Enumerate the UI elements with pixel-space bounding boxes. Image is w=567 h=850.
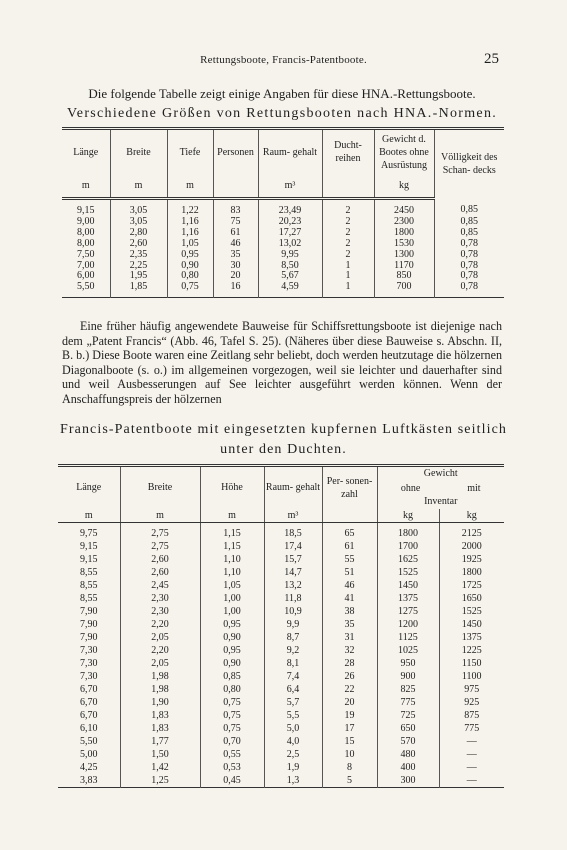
table-cell: 5,5 (264, 709, 322, 722)
table-cell: 1530 (374, 239, 434, 250)
table-cell: 1300 (374, 250, 434, 261)
table-row (58, 683, 504, 696)
table-cell: 20 (322, 696, 377, 709)
table-cell: 0,90 (200, 657, 264, 670)
table-cell: 1,85 (110, 282, 167, 297)
col-header-raumgehalt: Raum- gehalt (258, 129, 322, 175)
table-cell: 83 (213, 199, 258, 217)
table1-title: Verschiedene Größen von Rettungsbooten nach HNA.-Normen. (66, 106, 498, 121)
table-cell: 1,25 (120, 774, 200, 788)
table-cell: 30 (213, 261, 258, 272)
table-cell: 1375 (377, 592, 439, 605)
table-cell: 3,83 (80, 775, 98, 786)
table2-title-line2: unter den Duchten. (220, 442, 347, 457)
table-cell: 1650 (439, 592, 504, 605)
table-cell: 0,95 (167, 250, 213, 261)
unit-breite: m (110, 175, 167, 199)
table-cell: 2 (322, 228, 374, 239)
table-cell: 8,00 (77, 237, 95, 249)
table-cell: 2,75 (120, 540, 200, 553)
table-cell: 3,05 (110, 199, 167, 217)
table-cell: 28 (322, 657, 377, 670)
table-cell: 20,23 (258, 217, 322, 228)
table-cell: 8,55 (80, 580, 98, 591)
table-cell: 10,9 (264, 605, 322, 618)
table-cell: 75 (213, 217, 258, 228)
table-cell: 14,7 (264, 566, 322, 579)
table-cell: 8,00 (77, 226, 95, 238)
table-cell: 5,50 (80, 736, 98, 747)
table-cell: 23,49 (258, 199, 322, 217)
table-cell: 0,53 (200, 761, 264, 774)
table-cell: 1800 (374, 228, 434, 239)
table-cell: 4,0 (264, 735, 322, 748)
table-cell: 9,15 (80, 554, 98, 565)
table-row (58, 592, 504, 605)
table-cell: 61 (213, 228, 258, 239)
table-cell: 1,10 (200, 566, 264, 579)
table-cell: 38 (322, 605, 377, 618)
table-row (58, 605, 504, 618)
body-paragraph (62, 319, 502, 407)
table-row (58, 631, 504, 644)
table-row (62, 250, 504, 261)
table-cell: 5 (322, 774, 377, 788)
table-cell: 0,95 (200, 644, 264, 657)
table-cell: 5,7 (264, 696, 322, 709)
table2-title (46, 420, 521, 460)
col-header-raumgehalt: Raum- gehalt (264, 466, 322, 509)
table-cell: 2 (322, 199, 374, 217)
table-cell: 1 (322, 261, 374, 272)
table-cell: 18,5 (264, 523, 322, 541)
table-cell: 7,4 (264, 670, 322, 683)
table-cell: 35 (322, 618, 377, 631)
table-cell: 2,20 (120, 644, 200, 657)
table-cell: 1525 (377, 566, 439, 579)
col-header-ohne: ohne (400, 482, 421, 494)
table-cell: 1100 (439, 670, 504, 683)
unit-raumgehalt: m³ (258, 175, 322, 199)
table-cell: 1170 (374, 261, 434, 272)
table-cell: 0,90 (167, 261, 213, 272)
table-cell: 1125 (377, 631, 439, 644)
table-cell: 1,00 (200, 605, 264, 618)
running-title: Rettungsboote, Francis-Patentboote. (200, 54, 367, 66)
table-cell: 7,30 (80, 671, 98, 682)
table-row (58, 696, 504, 709)
table-cell: 0,55 (200, 748, 264, 761)
table-cell: 775 (377, 696, 439, 709)
table-cell: 7,90 (80, 632, 98, 643)
table-cell: 1,16 (167, 228, 213, 239)
table-cell: 1450 (377, 579, 439, 592)
table-row (58, 735, 504, 748)
table-cell: 1,9 (264, 761, 322, 774)
table-cell: 41 (322, 592, 377, 605)
table-cell: 2,35 (110, 250, 167, 261)
table1-body (62, 199, 504, 298)
table-cell: 5,50 (77, 281, 95, 293)
table-cell: 1,95 (110, 271, 167, 282)
table-cell: 2,60 (120, 553, 200, 566)
table2-title-line1: Francis-Patentboote mit eingesetzten kupfernen Luftkästen seitlich (60, 422, 507, 437)
table-cell: 17 (322, 722, 377, 735)
table-cell: 950 (377, 657, 439, 670)
table-cell: 1375 (439, 631, 504, 644)
table-cell: 0,80 (200, 683, 264, 696)
table-cell: 2,80 (110, 228, 167, 239)
table-cell: 1,83 (120, 722, 200, 735)
table-cell: 5,67 (258, 271, 322, 282)
table-cell: 7,30 (80, 645, 98, 656)
table-row (58, 670, 504, 683)
table-cell: 0,85 (200, 670, 264, 683)
table-cell: 1,50 (120, 748, 200, 761)
table-row (58, 553, 504, 566)
unit-kg-ohne: kg (377, 509, 439, 523)
table-cell: 1,98 (120, 670, 200, 683)
table-cell: 825 (377, 683, 439, 696)
table-cell: 925 (439, 696, 504, 709)
col-header-gewicht: Gewicht d. Bootes ohne Ausrüstung (374, 129, 434, 175)
table-cell: 0,90 (200, 631, 264, 644)
table-cell: 11,8 (264, 592, 322, 605)
table-cell: 1,05 (200, 579, 264, 592)
table-cell: 1,10 (200, 553, 264, 566)
table-cell: 8,1 (264, 657, 322, 670)
table-cell: — (439, 735, 504, 748)
table-cell: 15 (322, 735, 377, 748)
table-cell: 1275 (377, 605, 439, 618)
page-number: 25 (484, 51, 499, 67)
table-cell: 55 (322, 553, 377, 566)
table-cell: 13,02 (258, 239, 322, 250)
table-cell: 1800 (377, 523, 439, 541)
table-cell: 13,2 (264, 579, 322, 592)
table-cell: 2,60 (110, 239, 167, 250)
table-cell: 1,77 (120, 735, 200, 748)
table-cell: 875 (439, 709, 504, 722)
table-cell: 0,45 (200, 774, 264, 788)
table-cell: 5,0 (264, 722, 322, 735)
table-cell: 3,05 (110, 217, 167, 228)
table-cell: 31 (322, 631, 377, 644)
col-header-laenge: Länge (76, 482, 102, 494)
table-cell: 8 (322, 761, 377, 774)
table-cell: 5,00 (80, 749, 98, 760)
table-row (58, 523, 504, 541)
table-cell: 1,22 (167, 199, 213, 217)
col-header-inventar: Inventar (424, 495, 458, 507)
table-row (62, 282, 504, 297)
unit-personen (213, 175, 258, 199)
table-cell: 2125 (439, 523, 504, 541)
table-cell: 9,15 (80, 541, 98, 552)
table-cell: 1725 (439, 579, 504, 592)
table-cell: 2,30 (120, 592, 200, 605)
table-cell: 9,15 (77, 205, 95, 216)
table-row (62, 199, 504, 217)
table-cell: — (439, 748, 504, 761)
table-cell: 2 (322, 217, 374, 228)
table-cell: 16 (213, 282, 258, 297)
table-cell: 0,75 (167, 282, 213, 297)
unit-laenge: m (62, 175, 110, 199)
table-cell: 6,70 (80, 684, 98, 695)
table-cell: 2,5 (264, 748, 322, 761)
table-cell: 8,55 (80, 567, 98, 578)
col-header-tiefe: Tiefe (167, 129, 213, 175)
table-cell: 480 (377, 748, 439, 761)
table-cell: 2 (322, 239, 374, 250)
table-row (58, 644, 504, 657)
table-cell: 775 (439, 722, 504, 735)
table-row (58, 761, 504, 774)
table-cell: 2,20 (120, 618, 200, 631)
col-header-voelligkeit: Völligkeit des Schan- decks (434, 129, 504, 199)
table-cell: 6,00 (77, 270, 95, 282)
table-cell: 2,05 (120, 631, 200, 644)
table-cell: 7,90 (80, 619, 98, 630)
col-header-personenzahl: Per- sonen- zahl (322, 466, 377, 509)
table-cell: — (439, 761, 504, 774)
table-cell: 7,90 (80, 606, 98, 617)
table-cell: 0,95 (200, 618, 264, 631)
col-header-mit: mit (467, 482, 481, 494)
table-cell: 9,95 (258, 250, 322, 261)
table-cell: 9,00 (77, 215, 95, 227)
table-cell: 2,45 (120, 579, 200, 592)
table-row (58, 657, 504, 670)
unit-hoehe: m (200, 509, 264, 523)
table-cell: 2,75 (120, 523, 200, 541)
table-cell: 46 (213, 239, 258, 250)
table-cell: 8,50 (258, 261, 322, 272)
table-cell: 1,3 (264, 774, 322, 788)
table-hna-sizes (62, 127, 504, 298)
table-cell: 61 (322, 540, 377, 553)
table-cell: 1200 (377, 618, 439, 631)
table-cell: 1,83 (120, 709, 200, 722)
table-cell: 650 (377, 722, 439, 735)
table-cell: — (439, 774, 504, 788)
unit-raumgehalt: m³ (264, 509, 322, 523)
table-cell: 1 (322, 271, 374, 282)
table-row (58, 709, 504, 722)
table-cell: 65 (322, 523, 377, 541)
table-cell: 0,78 (434, 271, 504, 282)
table-cell: 7,30 (80, 658, 98, 669)
col-header-inventar-group (377, 481, 504, 509)
table-cell: 2 (322, 250, 374, 261)
table-cell: 2,30 (120, 605, 200, 618)
table-row (58, 774, 504, 788)
table-cell: 1,98 (120, 683, 200, 696)
col-header-breite: Breite (120, 466, 200, 509)
col-header-hoehe: Höhe (200, 466, 264, 509)
table-row (58, 748, 504, 761)
table-cell: 17,4 (264, 540, 322, 553)
col-header-gewicht: Gewicht (377, 466, 504, 481)
table-cell: 1,05 (167, 239, 213, 250)
table-row (58, 540, 504, 553)
table-cell: 300 (377, 774, 439, 788)
table-cell: 9,2 (264, 644, 322, 657)
table-cell: 51 (322, 566, 377, 579)
col-header-breite: Breite (110, 129, 167, 175)
table-cell: 2,25 (110, 261, 167, 272)
col-header-duchtreihen: Ducht- reihen (322, 129, 374, 175)
table-cell: 0,78 (434, 282, 504, 297)
table-cell: 10 (322, 748, 377, 761)
table-cell: 725 (377, 709, 439, 722)
table-cell: 0,75 (200, 722, 264, 735)
table-cell: 570 (377, 735, 439, 748)
table-cell: 1525 (439, 605, 504, 618)
table-cell: 2450 (374, 199, 434, 217)
table-cell: 7,50 (77, 248, 95, 260)
table-cell: 1025 (377, 644, 439, 657)
unit-tiefe: m (167, 175, 213, 199)
table-cell: 1700 (377, 540, 439, 553)
unit-gewicht: kg (374, 175, 434, 199)
table-row (58, 618, 504, 631)
table-cell: 0,85 (434, 199, 504, 217)
table-cell: 8,7 (264, 631, 322, 644)
col-header-laenge: Länge (73, 146, 99, 158)
table-row (58, 579, 504, 592)
table-cell: 0,75 (200, 696, 264, 709)
table-cell: 1 (322, 282, 374, 297)
table-cell: 32 (322, 644, 377, 657)
table-cell: 6,4 (264, 683, 322, 696)
paragraph-text: Eine früher häufig angewendete Bauweise für Schiffsrettungsboote ist diejenige nach dem „Patent Francis“ (Abb. 46, Tafel S. 25). (Näheres über diese Bauweise s. Abschn. II, B. b.) Diese Boote waren eine Zeitlang sehr beliebt, doch werden heutzutage die hölzernen Diagonalboote (s. o.) im allgemeinen vorgezogen, weil sie leichter und dauerhafter sind und weil Ausbesserungen auf See leichter ausgeführt werden können. Wenn der Anschaffungspreis der hölzernen (62, 319, 502, 406)
table-cell: 8,55 (80, 593, 98, 604)
table-cell: 6,70 (80, 710, 98, 721)
table-cell: 900 (377, 670, 439, 683)
unit-breite: m (120, 509, 200, 523)
table-cell: 26 (322, 670, 377, 683)
table-francis-patentboote (58, 464, 504, 788)
table-row (58, 722, 504, 735)
table-cell: 1,42 (120, 761, 200, 774)
table-cell: 975 (439, 683, 504, 696)
table-cell: 1800 (439, 566, 504, 579)
table-cell: 2000 (439, 540, 504, 553)
intro-text: Die folgende Tabelle zeigt einige Angaben für diese HNA.-Rettungsboote. (88, 86, 476, 101)
table-cell: 4,25 (80, 762, 98, 773)
table-cell: 1,15 (200, 523, 264, 541)
table-cell: 4,59 (258, 282, 322, 297)
table-cell: 0,78 (434, 261, 504, 272)
table-cell: 1450 (439, 618, 504, 631)
table-cell: 1925 (439, 553, 504, 566)
table-cell: 0,85 (434, 217, 504, 228)
table-cell: 0,70 (200, 735, 264, 748)
table-cell: 0,78 (434, 250, 504, 261)
table2-body (58, 523, 504, 788)
table-cell: 1,15 (200, 540, 264, 553)
table-cell: 0,75 (200, 709, 264, 722)
table-cell: 1,90 (120, 696, 200, 709)
table-cell: 400 (377, 761, 439, 774)
table-cell: 15,7 (264, 553, 322, 566)
table-cell: 22 (322, 683, 377, 696)
table-cell: 0,85 (434, 228, 504, 239)
table-cell: 0,78 (434, 239, 504, 250)
table-cell: 6,10 (80, 723, 98, 734)
table-cell: 35 (213, 250, 258, 261)
unit-personenzahl (322, 509, 377, 523)
col-header-personen: Personen (213, 129, 258, 175)
table-cell: 9,75 (80, 528, 98, 539)
unit-laenge: m (58, 509, 120, 523)
table-cell: 20 (213, 271, 258, 282)
table-cell: 700 (374, 282, 434, 297)
unit-kg-mit: kg (439, 509, 504, 523)
table-cell: 2300 (374, 217, 434, 228)
unit-duchtreihen (322, 175, 374, 199)
table-cell: 0,80 (167, 271, 213, 282)
table-cell: 1625 (377, 553, 439, 566)
table-cell: 17,27 (258, 228, 322, 239)
table-cell: 850 (374, 271, 434, 282)
table-cell: 2,05 (120, 657, 200, 670)
table-cell: 2,60 (120, 566, 200, 579)
table-row (62, 239, 504, 250)
table-cell: 1,00 (200, 592, 264, 605)
table-cell: 1,16 (167, 217, 213, 228)
table-cell: 1225 (439, 644, 504, 657)
table-cell: 1150 (439, 657, 504, 670)
table-cell: 46 (322, 579, 377, 592)
table-row (58, 566, 504, 579)
table-cell: 7,00 (77, 259, 95, 271)
table-cell: 19 (322, 709, 377, 722)
table-cell: 9,9 (264, 618, 322, 631)
table-cell: 6,70 (80, 697, 98, 708)
